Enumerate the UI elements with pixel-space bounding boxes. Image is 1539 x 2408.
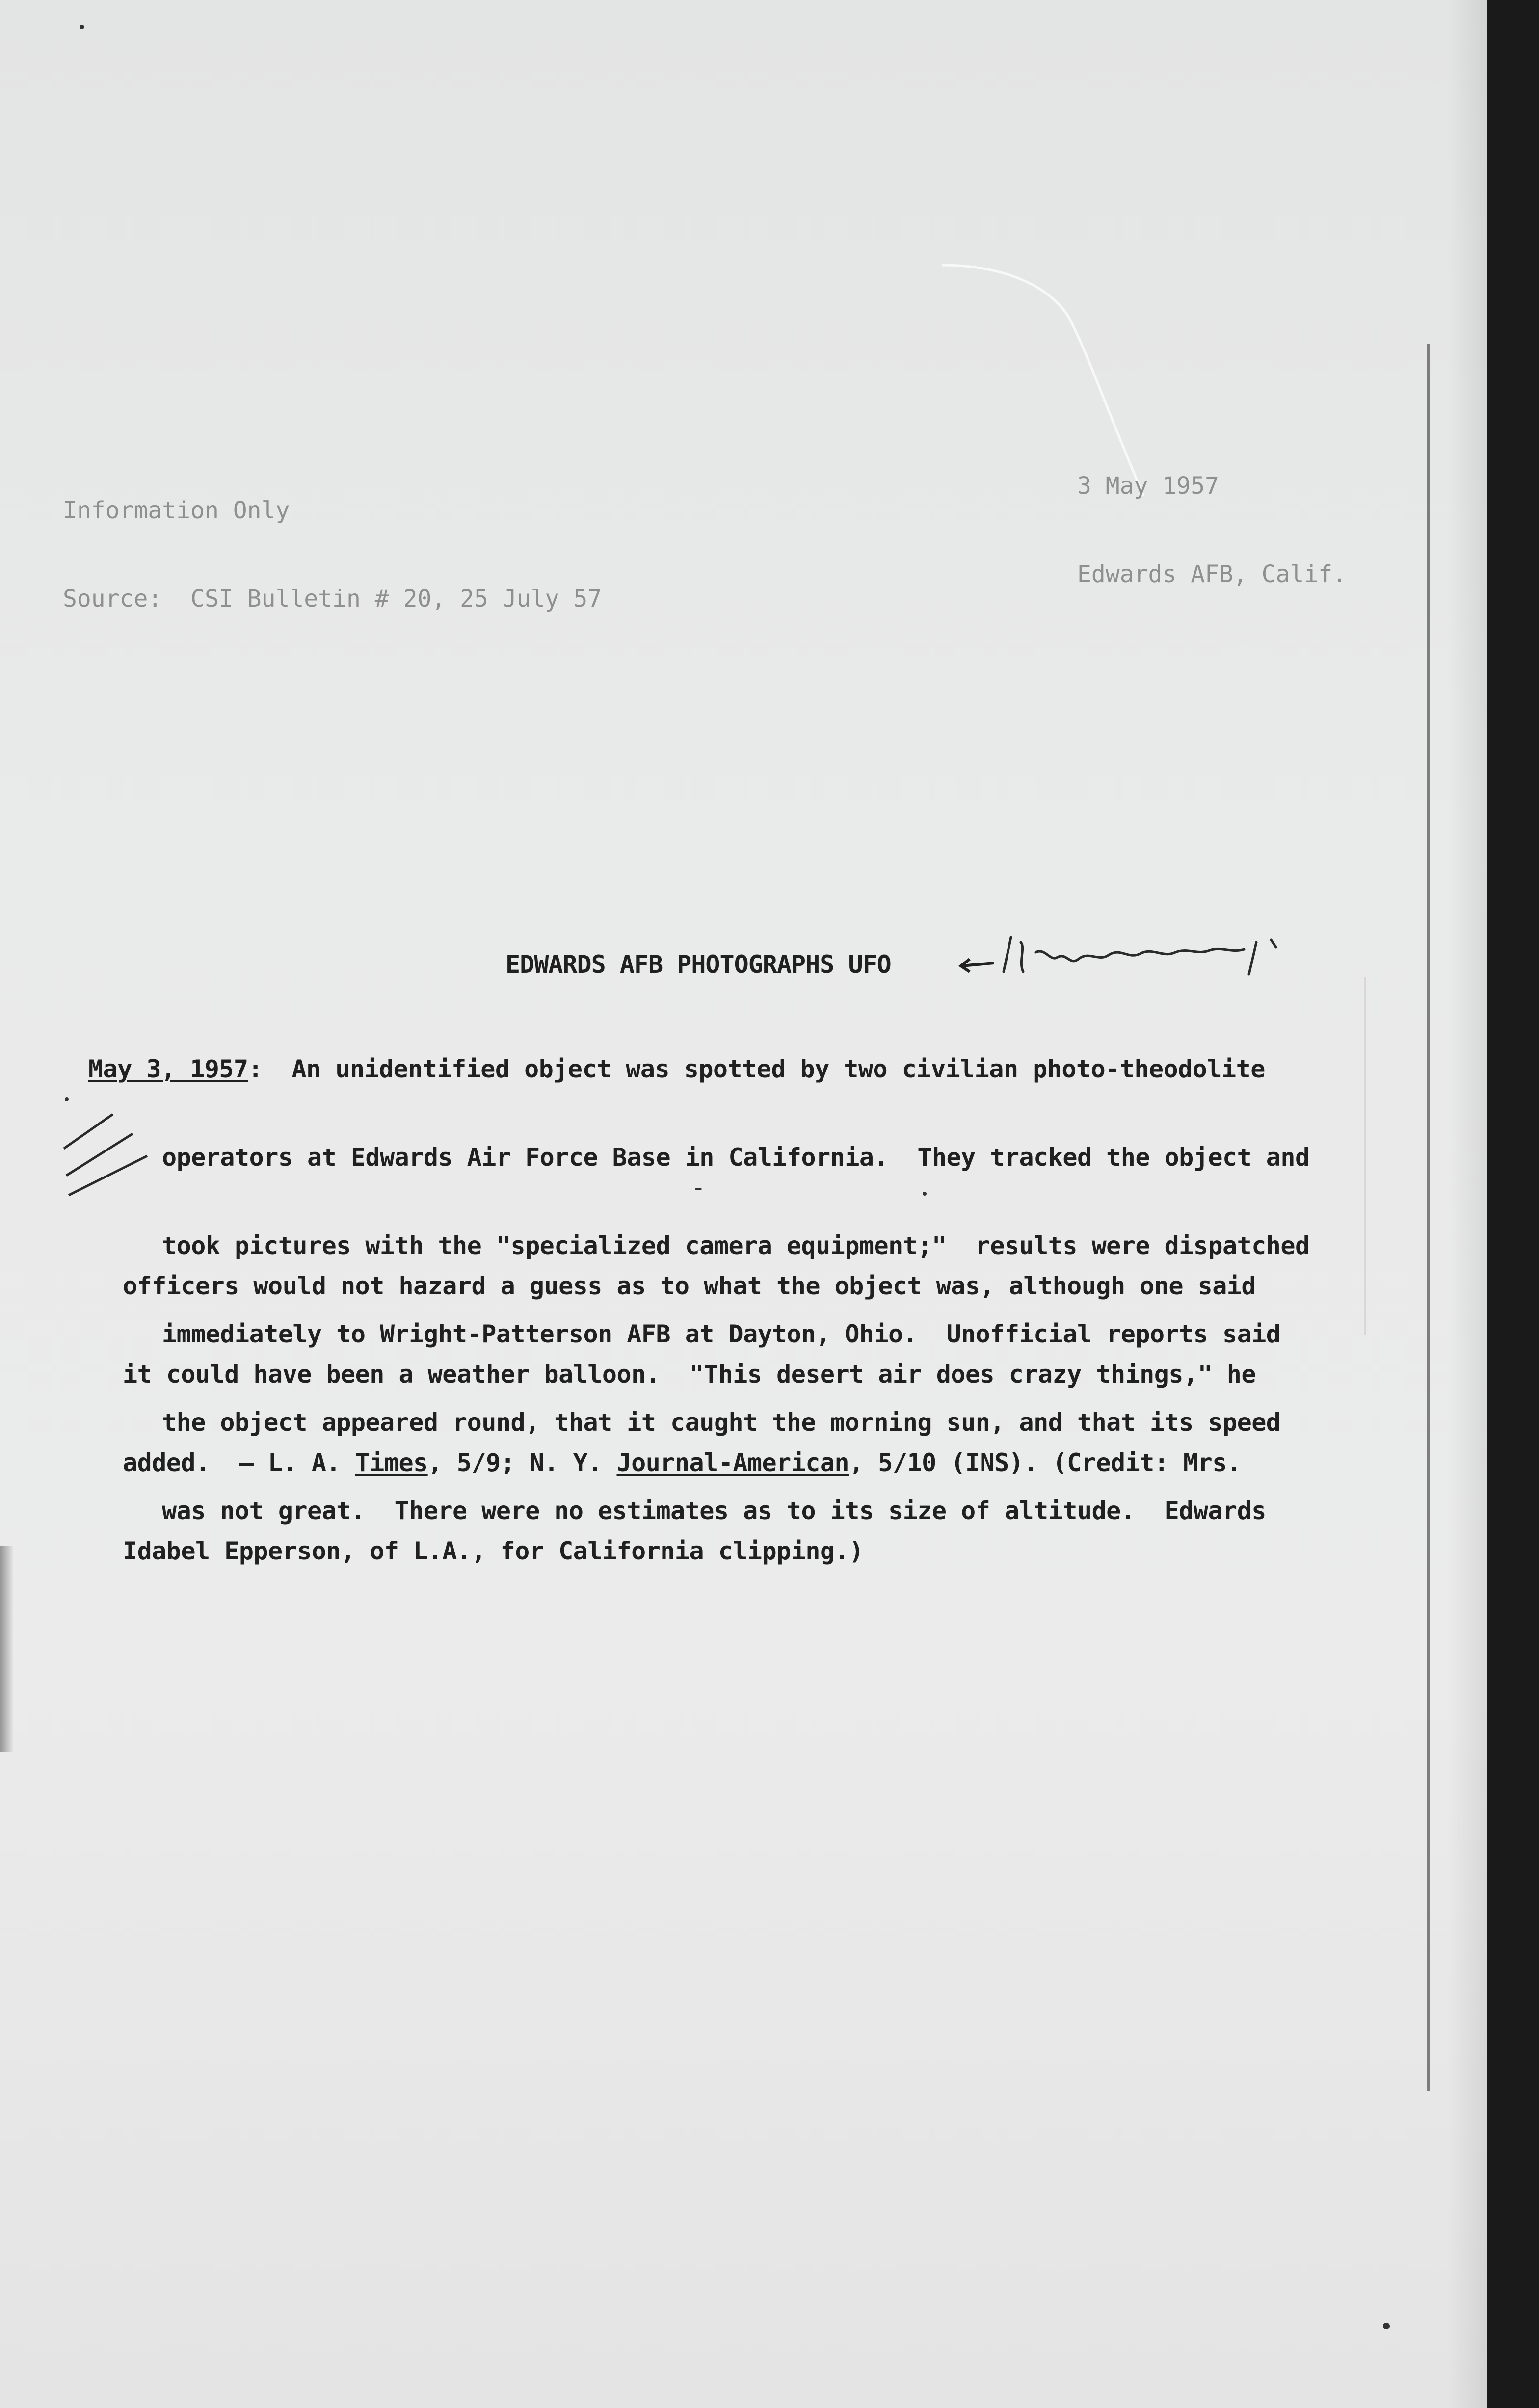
- article-title: EDWARDS AFB PHOTOGRAPHS UFO: [505, 950, 891, 979]
- para1-line-1: May 3, 1957: An unidentified object was spotted by two civilian photo-theodolite: [88, 1055, 1265, 1083]
- handwritten-annotation: [952, 928, 1335, 982]
- para1-line-2: operators at Edwards Air Force Base in California. They tracked the object and: [162, 1143, 1310, 1172]
- article-paragraph-2: [123, 1212, 1256, 1625]
- date-location-block: [1077, 412, 1347, 648]
- dateline: May 3, 1957: [88, 1055, 248, 1083]
- page-edge-shadow: [1448, 0, 1487, 2408]
- para2-line-2: it could have been a weather balloon. "This desert air does crazy things," he: [123, 1360, 1256, 1389]
- ink-dot: [923, 1192, 927, 1196]
- source-label: Source: CSI Bulletin # 20, 25 July 57: [63, 585, 602, 613]
- info-only-label: Information Only: [63, 497, 290, 524]
- la-times-citation: Times: [355, 1448, 428, 1477]
- right-margin-rule: [1427, 344, 1430, 2091]
- para2-line-4: Idabel Epperson, of L.A., for California clipping.): [123, 1537, 864, 1565]
- para1-line-5: the object appeared round, that it caught the morning sun, and that its speed: [162, 1408, 1281, 1437]
- ink-dot: [80, 25, 84, 29]
- para2-line-3: added. — L. A. Times, 5/9; N. Y. Journal-American, 5/10 (INS). (Credit: Mrs.: [123, 1448, 1242, 1477]
- clipping-edge-line: [1364, 977, 1366, 1335]
- report-date: 3 May 1957: [1077, 472, 1219, 500]
- report-location: Edwards AFB, Calif.: [1077, 561, 1347, 588]
- ink-dot: [65, 1097, 69, 1101]
- ink-dot: [1383, 2323, 1390, 2329]
- para1-line-4: immediately to Wright-Patterson AFB at Dayton, Ohio. Unofficial reports said: [162, 1320, 1281, 1348]
- info-source-block: [63, 437, 602, 672]
- para2-line-1: officers would not hazard a guess as to what the object was, although one said: [123, 1272, 1256, 1300]
- ink-dot: [695, 1188, 702, 1190]
- left-edge-smudge: [0, 1546, 14, 1752]
- journal-american-citation: Journal-American: [616, 1448, 849, 1477]
- para1-line-6: was not great. There were no estimates as to its size of altitude. Edwards: [162, 1497, 1266, 1525]
- para1-line-3: took pictures with the "specialized camera equipment;" results were dispatched: [162, 1231, 1310, 1260]
